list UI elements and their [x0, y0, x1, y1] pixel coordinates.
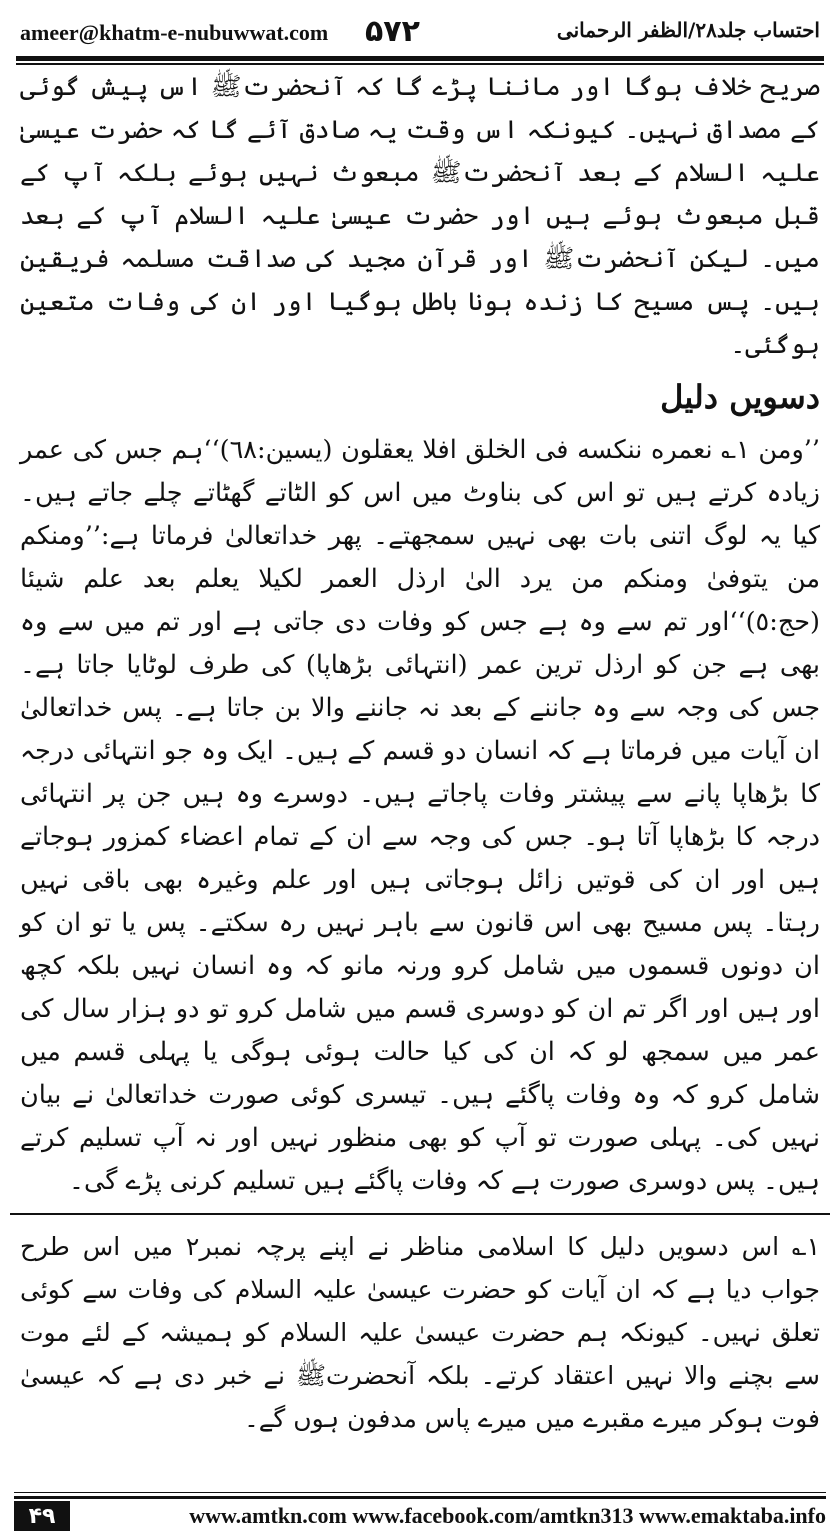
- header-email: ameer@khatm-e-nubuwwat.com: [20, 20, 329, 45]
- section-heading: دسویں دلیل: [660, 378, 820, 416]
- footer-rule: [14, 1496, 826, 1499]
- paragraph-1: صریح خلاف ہوگا اور ماننا پڑے گا کہ آنحضرتﷺ اس پیش گوئی کے مصداق نہیں۔ کیونکہ اس وقت یہ صادق آئے گا کہ حضرت عیسیٰ علیہ السلام کے بعد آنحضرتﷺ مبعوث نہیں ہوئے بلکہ آپ کے قبل مبعوث ہوئے ہیں اور حضرت عیسیٰ علیہ السلام آپ کے بعد میں۔ لیکن آنحضرتﷺ اور قرآن مجید کی صداقت مسلمہ فریقین ہیں۔ پس مسیح کا زندہ ہونا باطل ہوگیا اور ان کی وفات متعین ہوگئی۔: [20, 72, 820, 360]
- footer-page-number: ۴۹: [14, 1501, 70, 1531]
- page-header: [20, 14, 820, 54]
- header-rule-thick: [16, 56, 824, 61]
- footnote-divider: [10, 1213, 830, 1215]
- header-page-number: ۵۷۲: [365, 14, 420, 49]
- page-body: [20, 66, 820, 1440]
- header-rule-thin: [16, 63, 824, 65]
- footnote: ۱؎ اس دسویں دلیل کا اسلامی مناظر نے اپنے پرچہ نمبر۲ میں اس طرح جواب دیا ہے کہ ان آیات کو حضرت عیسیٰ علیہ السلام کی وفات سے کوئی تعلق نہیں۔ کیونکہ ہم حضرت عیسیٰ علیہ السلام کو ہمیشہ کے لئے موت سے بچنے والا نہیں اعتقاد کرتے۔ بلکہ آنحضرتﷺ نے خبر دی ہے کہ عیسیٰ فوت ہوکر میرے مقبرے میں میرے پاس مدفون ہوں گے۔: [20, 1231, 820, 1433]
- page-footer: [14, 1492, 826, 1529]
- footer-links: www.amtkn.com www.facebook.com/amtkn313 www.emaktaba.info: [189, 1503, 826, 1528]
- paragraph-2: ’’ومن ۱؎ نعمره ننكسه فى الخلق افلا يعقلون (يسين:٦٨)‘‘ہم جس کی عمر زیادہ کرتے ہیں تو اس کی بناوٹ میں اس کو الٹاتے گھٹاتے چلے جاتے ہیں۔ کیا یہ لوگ اتنی بات بھی نہیں سمجھتے۔ پھر خداتعالیٰ فرماتا ہے:’’ومنكم من يتوفىٰ ومنكم من يرد الىٰ ارذل العمر لكيلا يعلم بعد علم شيئا (حج:٥)‘‘اور تم سے وہ ہے جس کو وفات دی جاتی ہے اور تم میں سے وہ بھی ہے جن کو ارذل ترین عمر (انتہائی بڑھاپا) کی طرف لوٹایا جاتا ہے۔ جس کی وجہ سے وہ جاننے کے بعد نہ جاننے والا بن جاتا ہے۔ پس خداتعالیٰ ان آیات میں فرماتا ہے کہ انسان دو قسم کے ہیں۔ ایک وہ جو انتہائی درجہ کا بڑھاپا پانے سے پیشتر وفات پاجاتے ہیں۔ دوسرے وہ ہیں جن پر انتہائی درجہ کا بڑھاپا آتا ہو۔ جس کی وجہ سے ان کے تمام اعضاء کمزور ہوجاتے ہیں اور ان کی قوتیں زائل ہوجاتی ہیں اور علم وغیرہ بھی باقی نہیں رہتا۔ پس مسیح بھی اس قانون سے باہر نہیں رہ سکتے۔ پس یا تو ان کو ان دونوں قسموں میں شامل کرو ورنہ مانو کہ وہ انسان نہیں بلکہ کچھ اور ہیں اور اگر تم ان کو دوسری قسم میں شامل کرو تو دو ہزار سال کی عمر میں سمجھ لو کہ ان کی کیا حالت ہوئی ہوگی یا پہلی قسم میں شامل کرو کہ وہ وفات پاگئے ہیں۔ تیسری کوئی صورت خداتعالیٰ نے بیان نہیں کی۔ پہلی صورت تو آپ کو بھی منظور نہیں اور نہ آپ تسلیم کرتے ہیں۔ پس دوسری صورت ہے کہ وفات پاگئے ہیں تسلیم کرنی پڑے گی۔: [20, 435, 821, 1196]
- header-title: احتساب جلد۲۸/الظفر الرحمانی: [556, 18, 820, 42]
